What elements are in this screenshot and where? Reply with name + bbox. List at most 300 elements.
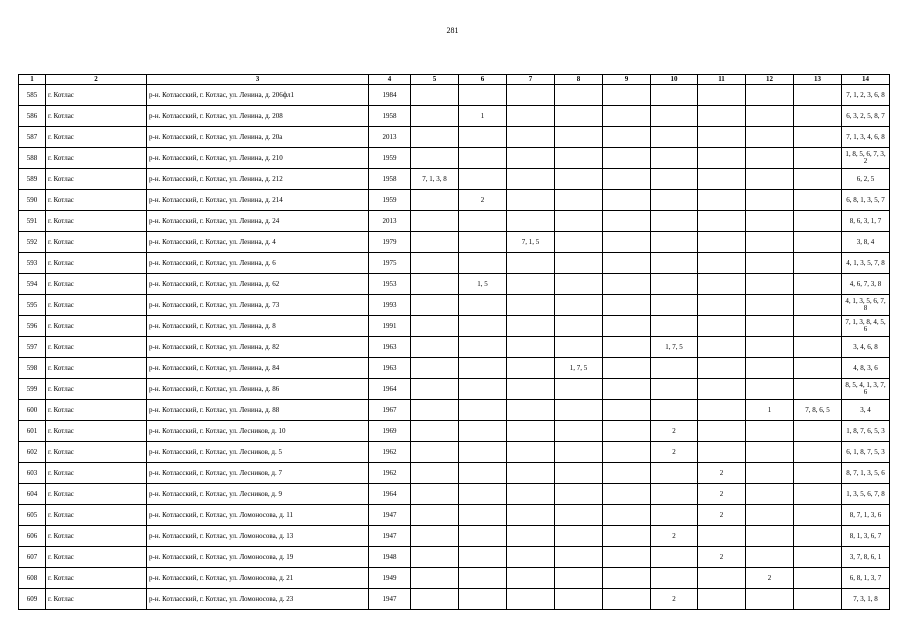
table-cell-col-1: 604 — [19, 484, 46, 505]
table-cell-col-11 — [698, 442, 746, 463]
column-header-6: 6 — [459, 75, 507, 85]
table-cell-col-6 — [459, 253, 507, 274]
table-cell-col-7 — [507, 169, 555, 190]
table-cell-col-9 — [603, 316, 651, 337]
table-cell-col-4: 1993 — [369, 295, 411, 316]
table-cell-col-13 — [794, 211, 842, 232]
table-cell-col-11 — [698, 568, 746, 589]
table-cell-col-7 — [507, 274, 555, 295]
table-cell-col-1: 607 — [19, 547, 46, 568]
table-cell-col-2: г. Котлас — [46, 85, 147, 106]
table-cell-col-6 — [459, 232, 507, 253]
table-row — [19, 211, 890, 232]
table-cell-col-14: 6, 1, 8, 7, 5, 3 — [842, 442, 890, 463]
table-cell-col-12 — [746, 85, 794, 106]
table-cell-col-11 — [698, 316, 746, 337]
column-header-3: 3 — [147, 75, 369, 85]
table-cell-col-10 — [651, 568, 698, 589]
table-cell-col-12 — [746, 463, 794, 484]
table-cell-col-10: 1, 7, 5 — [651, 337, 698, 358]
table-cell-col-9 — [603, 568, 651, 589]
table-cell-col-10 — [651, 295, 698, 316]
table-cell-col-7 — [507, 190, 555, 211]
table-cell-col-12 — [746, 442, 794, 463]
table-row — [19, 274, 890, 295]
table-cell-col-13 — [794, 589, 842, 610]
table-cell-col-13 — [794, 379, 842, 400]
table-cell-col-5 — [411, 400, 459, 421]
table-cell-col-13 — [794, 463, 842, 484]
table-cell-col-8 — [555, 274, 603, 295]
table-cell-col-2: г. Котлас — [46, 106, 147, 127]
table-cell-col-14: 7, 1, 3, 8, 4, 5, 6 — [842, 316, 890, 337]
table-cell-col-6 — [459, 211, 507, 232]
table-cell-col-2: г. Котлас — [46, 568, 147, 589]
table-cell-col-3: р-н. Котласский, г. Котлас, ул. Лесников, д. 10 — [147, 421, 369, 442]
table-cell-col-3: р-н. Котласский, г. Котлас, ул. Ленина, д. 82 — [147, 337, 369, 358]
table-row — [19, 568, 890, 589]
table-cell-col-13 — [794, 253, 842, 274]
table-cell-col-3: р-н. Котласский, г. Котлас, ул. Ленина, д. 84 — [147, 358, 369, 379]
table-cell-col-12 — [746, 295, 794, 316]
table-cell-col-13 — [794, 547, 842, 568]
table-cell-col-11: 2 — [698, 505, 746, 526]
table-cell-col-13 — [794, 106, 842, 127]
table-cell-col-11 — [698, 337, 746, 358]
table-cell-col-5 — [411, 253, 459, 274]
table-cell-col-7 — [507, 211, 555, 232]
table-cell-col-14: 8, 7, 1, 3, 5, 6 — [842, 463, 890, 484]
table-cell-col-9 — [603, 463, 651, 484]
table-cell-col-7 — [507, 358, 555, 379]
table-row — [19, 148, 890, 169]
table-cell-col-12 — [746, 505, 794, 526]
table-cell-col-6 — [459, 358, 507, 379]
table-cell-col-10 — [651, 190, 698, 211]
table-cell-col-4: 1967 — [369, 400, 411, 421]
table-cell-col-5 — [411, 211, 459, 232]
column-header-2: 2 — [46, 75, 147, 85]
table-cell-col-12 — [746, 169, 794, 190]
column-header-4: 4 — [369, 75, 411, 85]
table-cell-col-4: 2013 — [369, 127, 411, 148]
table-cell-col-5 — [411, 379, 459, 400]
table-cell-col-7 — [507, 400, 555, 421]
table-cell-col-2: г. Котлас — [46, 463, 147, 484]
table-cell-col-5 — [411, 568, 459, 589]
table-cell-col-7 — [507, 484, 555, 505]
column-header-7: 7 — [507, 75, 555, 85]
table-cell-col-2: г. Котлас — [46, 484, 147, 505]
table-cell-col-13 — [794, 421, 842, 442]
table-cell-col-4: 2013 — [369, 211, 411, 232]
table-cell-col-5 — [411, 421, 459, 442]
table-cell-col-1: 595 — [19, 295, 46, 316]
table-cell-col-2: г. Котлас — [46, 379, 147, 400]
table-cell-col-10 — [651, 484, 698, 505]
page-number: 281 — [446, 26, 459, 35]
table-cell-col-10 — [651, 316, 698, 337]
table-cell-col-2: г. Котлас — [46, 190, 147, 211]
table-cell-col-4: 1975 — [369, 253, 411, 274]
table-cell-col-3: р-н. Котласский, г. Котлас, ул. Ленина, д. 86 — [147, 379, 369, 400]
table-cell-col-11 — [698, 400, 746, 421]
table-cell-col-1: 588 — [19, 148, 46, 169]
table-cell-col-11 — [698, 232, 746, 253]
table-cell-col-5 — [411, 484, 459, 505]
table-cell-col-7 — [507, 127, 555, 148]
column-header-14: 14 — [842, 75, 890, 85]
table-cell-col-9 — [603, 442, 651, 463]
table-cell-col-2: г. Котлас — [46, 421, 147, 442]
table-row — [19, 169, 890, 190]
table-cell-col-13 — [794, 442, 842, 463]
column-header-13: 13 — [794, 75, 842, 85]
table-cell-col-9 — [603, 421, 651, 442]
table-row — [19, 253, 890, 274]
table-cell-col-6 — [459, 484, 507, 505]
table-cell-col-9 — [603, 400, 651, 421]
table-row — [19, 589, 890, 610]
table-cell-col-12 — [746, 379, 794, 400]
table-cell-col-5 — [411, 547, 459, 568]
table-cell-col-6 — [459, 568, 507, 589]
table-cell-col-2: г. Котлас — [46, 253, 147, 274]
table-cell-col-9 — [603, 148, 651, 169]
table-cell-col-2: г. Котлас — [46, 169, 147, 190]
table-cell-col-10 — [651, 505, 698, 526]
table-cell-col-8 — [555, 484, 603, 505]
table-cell-col-6 — [459, 589, 507, 610]
table-row — [19, 526, 890, 547]
table-cell-col-4: 1958 — [369, 106, 411, 127]
table-cell-col-7 — [507, 106, 555, 127]
table-cell-col-8 — [555, 232, 603, 253]
table-cell-col-14: 8, 7, 1, 3, 6 — [842, 505, 890, 526]
table-cell-col-11: 2 — [698, 547, 746, 568]
table-cell-col-9 — [603, 379, 651, 400]
table-cell-col-14: 1, 8, 5, 6, 7, 3, 2 — [842, 148, 890, 169]
table-cell-col-8 — [555, 526, 603, 547]
table-cell-col-1: 598 — [19, 358, 46, 379]
table-cell-col-5 — [411, 148, 459, 169]
table-cell-col-2: г. Котлас — [46, 316, 147, 337]
table-row — [19, 106, 890, 127]
table-cell-col-3: р-н. Котласский, г. Котлас, ул. Лесников, д. 7 — [147, 463, 369, 484]
table-cell-col-12 — [746, 253, 794, 274]
table-cell-col-4: 1963 — [369, 358, 411, 379]
table-cell-col-11 — [698, 358, 746, 379]
table-cell-col-11 — [698, 169, 746, 190]
table-cell-col-7: 7, 1, 5 — [507, 232, 555, 253]
table-cell-col-2: г. Котлас — [46, 442, 147, 463]
table-cell-col-4: 1953 — [369, 274, 411, 295]
table-cell-col-3: р-н. Котласский, г. Котлас, ул. Ленина, д. 210 — [147, 148, 369, 169]
column-header-11: 11 — [698, 75, 746, 85]
table-cell-col-14: 3, 4 — [842, 400, 890, 421]
table-cell-col-1: 597 — [19, 337, 46, 358]
table-cell-col-14: 4, 6, 7, 3, 8 — [842, 274, 890, 295]
table-cell-col-4: 1958 — [369, 169, 411, 190]
table-cell-col-14: 8, 6, 3, 1, 7 — [842, 211, 890, 232]
table-cell-col-11 — [698, 85, 746, 106]
table-cell-col-1: 609 — [19, 589, 46, 610]
table-cell-col-12 — [746, 316, 794, 337]
table-cell-col-6 — [459, 316, 507, 337]
table-cell-col-14: 6, 2, 5 — [842, 169, 890, 190]
table-cell-col-5 — [411, 505, 459, 526]
table-cell-col-1: 590 — [19, 190, 46, 211]
table-cell-col-7 — [507, 526, 555, 547]
table-cell-col-1: 593 — [19, 253, 46, 274]
table-cell-col-11 — [698, 379, 746, 400]
table-cell-col-11: 2 — [698, 463, 746, 484]
table-cell-col-3: р-н. Котласский, г. Котлас, ул. Ленина, д. 62 — [147, 274, 369, 295]
table-cell-col-11 — [698, 190, 746, 211]
table-cell-col-11 — [698, 253, 746, 274]
table-cell-col-9 — [603, 232, 651, 253]
table-cell-col-4: 1962 — [369, 442, 411, 463]
table-cell-col-3: р-н. Котласский, г. Котлас, ул. Ленина, д. 8 — [147, 316, 369, 337]
table-cell-col-14: 7, 3, 1, 8 — [842, 589, 890, 610]
table-cell-col-12 — [746, 106, 794, 127]
table-cell-col-4: 1949 — [369, 568, 411, 589]
table-body — [19, 85, 890, 610]
table-cell-col-13 — [794, 568, 842, 589]
table-cell-col-1: 605 — [19, 505, 46, 526]
table-cell-col-4: 1947 — [369, 589, 411, 610]
table-cell-col-4: 1948 — [369, 547, 411, 568]
table-cell-col-11 — [698, 526, 746, 547]
table-cell-col-3: р-н. Котласский, г. Котлас, ул. Лесников, д. 9 — [147, 484, 369, 505]
table-cell-col-2: г. Котлас — [46, 148, 147, 169]
table-cell-col-10 — [651, 148, 698, 169]
table-cell-col-1: 601 — [19, 421, 46, 442]
table-row — [19, 400, 890, 421]
table-cell-col-10: 2 — [651, 421, 698, 442]
table-cell-col-9 — [603, 274, 651, 295]
table-cell-col-8 — [555, 463, 603, 484]
table-row — [19, 232, 890, 253]
table-cell-col-5 — [411, 526, 459, 547]
table-cell-col-8 — [555, 337, 603, 358]
table-cell-col-2: г. Котлас — [46, 295, 147, 316]
table-cell-col-6 — [459, 442, 507, 463]
table-row — [19, 295, 890, 316]
table-cell-col-6 — [459, 85, 507, 106]
table-cell-col-12 — [746, 148, 794, 169]
table-cell-col-10 — [651, 232, 698, 253]
table-cell-col-1: 600 — [19, 400, 46, 421]
table-cell-col-13 — [794, 232, 842, 253]
table-cell-col-11 — [698, 421, 746, 442]
table-cell-col-7 — [507, 463, 555, 484]
table-cell-col-4: 1947 — [369, 505, 411, 526]
table-cell-col-12: 1 — [746, 400, 794, 421]
table-cell-col-6 — [459, 337, 507, 358]
table-cell-col-13 — [794, 148, 842, 169]
table-cell-col-4: 1969 — [369, 421, 411, 442]
table-cell-col-5 — [411, 127, 459, 148]
table-cell-col-7 — [507, 337, 555, 358]
column-header-12: 12 — [746, 75, 794, 85]
table-cell-col-3: р-н. Котласский, г. Котлас, ул. Ломоносова, д. 19 — [147, 547, 369, 568]
table-cell-col-14: 8, 1, 3, 6, 7 — [842, 526, 890, 547]
table-cell-col-14: 8, 5, 4, 1, 3, 7, 6 — [842, 379, 890, 400]
table-cell-col-13 — [794, 127, 842, 148]
table-cell-col-10: 2 — [651, 526, 698, 547]
table-cell-col-10 — [651, 400, 698, 421]
table-cell-col-6: 1, 5 — [459, 274, 507, 295]
table-cell-col-10: 2 — [651, 589, 698, 610]
table-cell-col-14: 3, 4, 6, 8 — [842, 337, 890, 358]
table-cell-col-7 — [507, 547, 555, 568]
table-row — [19, 316, 890, 337]
table-cell-col-2: г. Котлас — [46, 232, 147, 253]
table-cell-col-12 — [746, 211, 794, 232]
table-cell-col-5 — [411, 190, 459, 211]
table-cell-col-10 — [651, 211, 698, 232]
table-cell-col-13 — [794, 295, 842, 316]
table-header-row — [19, 75, 890, 85]
table-cell-col-2: г. Котлас — [46, 337, 147, 358]
table-row — [19, 421, 890, 442]
table-cell-col-1: 603 — [19, 463, 46, 484]
table-cell-col-9 — [603, 547, 651, 568]
table-row — [19, 442, 890, 463]
table-cell-col-1: 589 — [19, 169, 46, 190]
table-cell-col-4: 1984 — [369, 85, 411, 106]
table-cell-col-8 — [555, 190, 603, 211]
table-cell-col-3: р-н. Котласский, г. Котлас, ул. Ломоносова, д. 11 — [147, 505, 369, 526]
table-cell-col-14: 3, 8, 4 — [842, 232, 890, 253]
table-cell-col-2: г. Котлас — [46, 274, 147, 295]
table-cell-col-4: 1963 — [369, 337, 411, 358]
table-cell-col-9 — [603, 190, 651, 211]
table-cell-col-12 — [746, 232, 794, 253]
table-cell-col-14: 6, 8, 1, 3, 5, 7 — [842, 190, 890, 211]
column-header-1: 1 — [19, 75, 46, 85]
table-cell-col-8 — [555, 253, 603, 274]
table-cell-col-9 — [603, 295, 651, 316]
table-cell-col-12 — [746, 358, 794, 379]
table-cell-col-7 — [507, 85, 555, 106]
table-cell-col-7 — [507, 568, 555, 589]
table-row — [19, 505, 890, 526]
table-cell-col-8 — [555, 505, 603, 526]
table-cell-col-14: 4, 8, 3, 6 — [842, 358, 890, 379]
table-cell-col-13: 7, 8, 6, 5 — [794, 400, 842, 421]
table-cell-col-14: 7, 1, 2, 3, 6, 8 — [842, 85, 890, 106]
table-cell-col-13 — [794, 505, 842, 526]
table-cell-col-8 — [555, 211, 603, 232]
table-row — [19, 358, 890, 379]
table-cell-col-2: г. Котлас — [46, 400, 147, 421]
table-cell-col-4: 1964 — [369, 484, 411, 505]
table-cell-col-4: 1991 — [369, 316, 411, 337]
table-cell-col-10 — [651, 547, 698, 568]
table-cell-col-8 — [555, 85, 603, 106]
table-cell-col-2: г. Котлас — [46, 358, 147, 379]
table-cell-col-10 — [651, 358, 698, 379]
table-cell-col-8 — [555, 295, 603, 316]
table-cell-col-6: 2 — [459, 190, 507, 211]
table-cell-col-7 — [507, 589, 555, 610]
table-cell-col-3: р-н. Котласский, г. Котлас, ул. Ленина, д. 214 — [147, 190, 369, 211]
table-cell-col-1: 602 — [19, 442, 46, 463]
table-cell-col-6 — [459, 526, 507, 547]
column-header-8: 8 — [555, 75, 603, 85]
table-cell-col-10 — [651, 169, 698, 190]
table-cell-col-14: 6, 3, 2, 5, 8, 7 — [842, 106, 890, 127]
column-header-10: 10 — [651, 75, 698, 85]
table-cell-col-1: 586 — [19, 106, 46, 127]
table-cell-col-6 — [459, 547, 507, 568]
table-cell-col-2: г. Котлас — [46, 211, 147, 232]
table-cell-col-12: 2 — [746, 568, 794, 589]
table-cell-col-13 — [794, 274, 842, 295]
table-cell-col-7 — [507, 253, 555, 274]
table-cell-col-9 — [603, 337, 651, 358]
table-cell-col-5 — [411, 295, 459, 316]
table-cell-col-12 — [746, 589, 794, 610]
table-cell-col-9 — [603, 253, 651, 274]
table-cell-col-7 — [507, 505, 555, 526]
table-cell-col-14: 1, 3, 5, 6, 7, 8 — [842, 484, 890, 505]
table-cell-col-7 — [507, 148, 555, 169]
table-cell-col-8 — [555, 169, 603, 190]
table-cell-col-4: 1959 — [369, 148, 411, 169]
table-cell-col-9 — [603, 211, 651, 232]
table-cell-col-5: 7, 1, 3, 8 — [411, 169, 459, 190]
table-cell-col-8 — [555, 106, 603, 127]
table-cell-col-5 — [411, 463, 459, 484]
table-cell-col-8 — [555, 547, 603, 568]
table-cell-col-11 — [698, 589, 746, 610]
table-cell-col-5 — [411, 232, 459, 253]
table-cell-col-8 — [555, 442, 603, 463]
table-cell-col-13 — [794, 316, 842, 337]
table-cell-col-5 — [411, 274, 459, 295]
table-cell-col-14: 7, 1, 3, 4, 6, 8 — [842, 127, 890, 148]
table-cell-col-13 — [794, 169, 842, 190]
table-cell-col-3: р-н. Котласский, г. Котлас, ул. Ленина, д. 20а — [147, 127, 369, 148]
table-cell-col-9 — [603, 127, 651, 148]
table-cell-col-9 — [603, 484, 651, 505]
table-cell-col-12 — [746, 484, 794, 505]
table-cell-col-13 — [794, 484, 842, 505]
table-cell-col-2: г. Котлас — [46, 526, 147, 547]
table-cell-col-3: р-н. Котласский, г. Котлас, ул. Ленина, д. 212 — [147, 169, 369, 190]
table-cell-col-8 — [555, 589, 603, 610]
table-cell-col-14: 1, 8, 7, 6, 5, 3 — [842, 421, 890, 442]
table-cell-col-4: 1964 — [369, 379, 411, 400]
table-cell-col-4: 1959 — [369, 190, 411, 211]
table-cell-col-13 — [794, 358, 842, 379]
table-row — [19, 547, 890, 568]
register-table — [18, 74, 890, 610]
table-cell-col-10 — [651, 106, 698, 127]
table-cell-col-13 — [794, 526, 842, 547]
table-cell-col-1: 585 — [19, 85, 46, 106]
table-cell-col-5 — [411, 106, 459, 127]
table-cell-col-6 — [459, 148, 507, 169]
table-cell-col-3: р-н. Котласский, г. Котлас, ул. Ленина, д. 88 — [147, 400, 369, 421]
table-cell-col-6 — [459, 379, 507, 400]
table-cell-col-10 — [651, 463, 698, 484]
table-cell-col-11 — [698, 274, 746, 295]
table-cell-col-7 — [507, 442, 555, 463]
